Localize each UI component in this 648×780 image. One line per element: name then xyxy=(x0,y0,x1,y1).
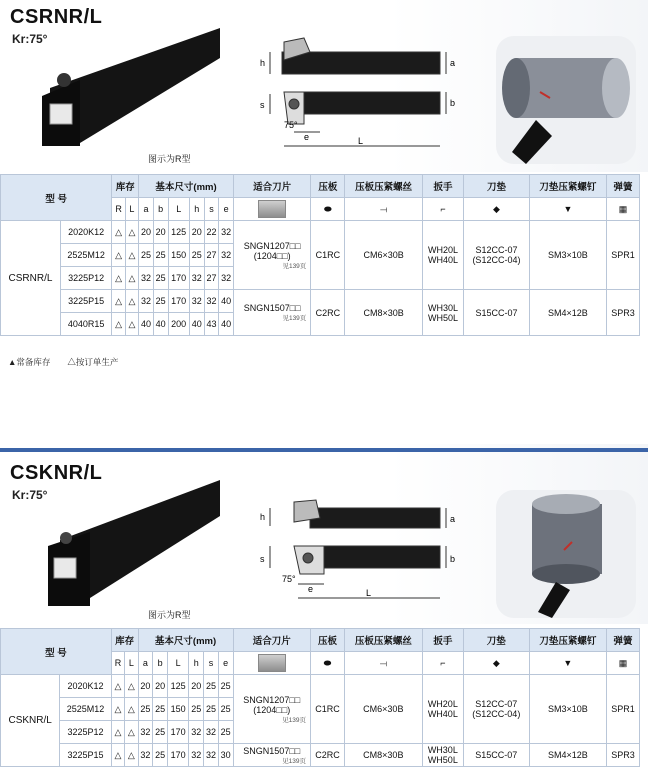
dim-s: s xyxy=(260,554,265,564)
insert-cell: SNGN1507□□ 见139页 xyxy=(234,290,311,336)
shim-screw-icon: ▼ xyxy=(529,652,607,675)
table-row: 3225P12 △ △ 32 25 170 32 32 25 xyxy=(1,721,640,744)
insert-icon xyxy=(234,198,311,221)
insert-cell: SNGN1207□□ (1204□□) 见139页 xyxy=(233,675,310,744)
approach-angle: Kr:75° xyxy=(12,32,48,46)
dim-b: b xyxy=(450,98,456,108)
screw-icon: ⟞ xyxy=(345,198,422,221)
dim-h: h xyxy=(260,58,266,68)
dim-a: a xyxy=(450,514,456,524)
val-b: 20 xyxy=(153,221,168,244)
col-spring: 弹簧 xyxy=(607,175,640,198)
product-title: CSRNR/L xyxy=(10,6,103,28)
screw-icon: ⟞ xyxy=(345,652,423,675)
stock-r: △ xyxy=(112,221,125,244)
sub-b: b xyxy=(153,198,168,221)
dim-e: e xyxy=(304,132,310,142)
shim-screw-cell: SM3×10B xyxy=(529,221,606,290)
dim-s: s xyxy=(260,100,265,110)
figure-caption: 图示为R型 xyxy=(148,154,191,164)
spring-icon: ▦ xyxy=(607,198,640,221)
table-row: 2525M12 △ △ 25 25 150 25 25 25 xyxy=(1,698,640,721)
series-name: CSRNR/L xyxy=(1,221,61,336)
sub-e: e xyxy=(219,198,234,221)
col-clamp: 压板 xyxy=(310,629,344,652)
dim-h: h xyxy=(260,512,266,522)
sub-h: h xyxy=(189,198,204,221)
stock-legend: ▲常备库存 △按订单生产 xyxy=(8,357,119,367)
col-wrench: 扳手 xyxy=(422,629,463,652)
approach-angle: Kr:75° xyxy=(12,488,48,502)
table-row: 2525M12 △ △ 25 25 150 25 27 32 xyxy=(1,244,640,267)
table-row: 3225P15 △ △ 32 25 170 32 32 30 SNGN1507□□ 见139页 C2RC CM8×30B WH30L WH50L S15CC-07 SM4×12B SPR3 xyxy=(1,744,640,767)
val-a: 20 xyxy=(139,221,154,244)
clamp-screw-cell: CM6×30B xyxy=(345,221,422,290)
shim-cell: S12CC-07 (S12CC-04) xyxy=(464,221,529,290)
col-insert: 适合刀片 xyxy=(233,629,310,652)
dimension-diagram xyxy=(254,24,466,162)
accent-bar xyxy=(0,448,648,452)
model-cell: 2525M12 xyxy=(60,244,111,267)
model-cell: 3225P15 xyxy=(60,290,111,313)
spec-table: 型 号 库存 基本尺寸(mm) 适合刀片 压板 压板压紧螺丝 扳手 刀垫 刀垫压紧螺钉 弹簧 R L a b L h s e ⬬ ⟞ ⌐ ◆ ▼ ▦ CSKNR/L 2020K12 △ △ 20 20 125 20 25 25 SNGN1207□□ (1204□□) 见139页 C1RC CM6×30B WH20L WH40L S12CC-07 (S12CC-04) SM3×10B SPR1 2525M12 △ △ 25 25 150 25 25 25 3225P12 △ △ 32 25 170 32 32 25 3225P15 △ △ 32 25 170 32 32 30 SNGN1507□□ 见139页 C2RC CM8×30B WH30L WH50L S15CC-07 SM4×12B SPR3 xyxy=(0,628,640,767)
col-stock: 库存 xyxy=(111,629,138,652)
val-e: 32 xyxy=(219,221,234,244)
spring-cell: SPR1 xyxy=(607,221,640,290)
insert-icon xyxy=(233,652,310,675)
dimension-diagram xyxy=(254,488,466,626)
col-size: 基本尺寸(mm) xyxy=(138,629,233,652)
spec-table xyxy=(0,174,640,336)
col-clamp: 压板 xyxy=(311,175,345,198)
insert-cell: SNGN1507□□ 见139页 xyxy=(233,744,310,767)
sub-L: L xyxy=(125,198,138,221)
stock-l: △ xyxy=(125,221,138,244)
dim-angle: 75° xyxy=(282,574,296,584)
col-insert: 适合刀片 xyxy=(234,175,311,198)
col-shim: 刀垫 xyxy=(464,629,530,652)
col-clamp-screw: 压板压紧螺丝 xyxy=(345,629,423,652)
model-cell: 3225P12 xyxy=(60,267,111,290)
shim-icon: ◆ xyxy=(464,652,530,675)
sub-R: R xyxy=(112,198,125,221)
product-title: CSKNR/L xyxy=(10,462,103,484)
col-model: 型 号 xyxy=(1,175,112,221)
val-h: 20 xyxy=(189,221,204,244)
table-row: 4040R15 △ △ 40 40 200 40 43 40 xyxy=(1,313,640,336)
dim-b: b xyxy=(450,554,456,564)
col-wrench: 扳手 xyxy=(422,175,463,198)
clamp-icon: ⬬ xyxy=(311,198,345,221)
model-cell: 2020K12 xyxy=(60,221,111,244)
machining-photo xyxy=(496,36,636,164)
dim-L: L xyxy=(358,136,364,146)
figure-caption: 图示为R型 xyxy=(148,610,191,620)
machining-photo xyxy=(496,490,636,618)
col-shim: 刀垫 xyxy=(464,175,529,198)
table-row xyxy=(1,221,640,244)
table-row: CSKNR/L 2020K12 △ △ 20 20 125 20 25 25 SNGN1207□□ (1204□□) 见139页 C1RC CM6×30B WH20L WH40L S12CC-07 (S12CC-04) SM3×10B SPR1 xyxy=(1,675,640,698)
model-cell: 4040R15 xyxy=(60,313,111,336)
col-shim-screw: 刀垫压紧螺钉 xyxy=(529,629,607,652)
clamp-icon: ⬬ xyxy=(310,652,344,675)
insert-cell: SNGN1207□□ (1204□□) 见139页 xyxy=(234,221,311,290)
table-row: 3225P15 △ △ 32 25 170 32 32 40 SNGN1507□□ 见139页 C2RC CM8×30B WH30L WH50L S15CC-07 SM4×12B SPR3 xyxy=(1,290,640,313)
clamp-cell: C1RC xyxy=(311,221,345,290)
col-spring: 弹簧 xyxy=(607,629,640,652)
dim-e: e xyxy=(308,584,314,594)
shim-screw-icon: ▼ xyxy=(529,198,606,221)
spring-icon: ▦ xyxy=(607,652,640,675)
col-size: 基本尺寸(mm) xyxy=(139,175,234,198)
tool-holder-image xyxy=(20,18,220,168)
sub-a: a xyxy=(139,198,154,221)
col-model: 型 号 xyxy=(1,629,112,675)
dim-L: L xyxy=(366,588,372,598)
sub-s: s xyxy=(204,198,219,221)
col-clamp-screw: 压板压紧螺丝 xyxy=(345,175,422,198)
col-shim-screw: 刀垫压紧螺钉 xyxy=(529,175,606,198)
wrench-icon: ⌐ xyxy=(422,198,463,221)
val-L: 125 xyxy=(168,221,189,244)
dim-a: a xyxy=(450,58,456,68)
wrench-cell: WH20L WH40L xyxy=(422,221,463,290)
series-name: CSKNR/L xyxy=(1,675,60,767)
val-s: 22 xyxy=(204,221,219,244)
dim-angle: 75° xyxy=(284,120,298,130)
col-stock: 库存 xyxy=(112,175,139,198)
shim-icon: ◆ xyxy=(464,198,529,221)
wrench-icon: ⌐ xyxy=(422,652,463,675)
sub-Lsize: L xyxy=(168,198,189,221)
table-row: 3225P12 △ △ 32 25 170 32 27 32 xyxy=(1,267,640,290)
